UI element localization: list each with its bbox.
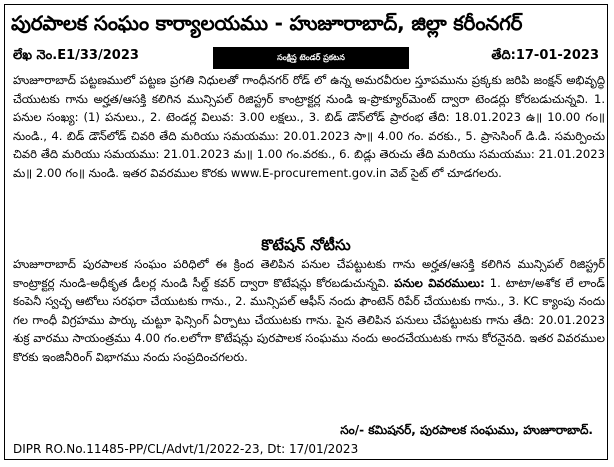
letter-number: లేఖ నెం.E1/33/2023 bbox=[13, 48, 139, 63]
notice-date: తేది:17-01-2023 bbox=[491, 48, 599, 63]
commissioner-signature: సం/- కమిషనర్, పురపాలక సంఘము, హుజూరాబాద్. bbox=[340, 423, 593, 437]
quotation-paragraph bbox=[13, 255, 605, 367]
quotation-heading: కొటేషన్ నోటీసు bbox=[261, 236, 351, 254]
reference-row bbox=[5, 47, 607, 69]
tender-banner: సంక్షిప్త టెండర్ ప్రకటన bbox=[213, 47, 409, 69]
dipr-reference: DIPR RO.No.11485-PP/CL/Advt/1/2022-23, Dt: 17/01/2023 bbox=[13, 442, 359, 456]
works-details-text: 1. టాటా/అశోక లే లాండ్ కంపెనీ స్వచ్ఛ ఆటోలు సరఫరా చేయుటకు గాను., 2. మున్సిపల్ ఆఫీస్ నందు ఫౌంటెన్ రిపేర్ చేయుటకు గాను., 3. KC క్యాంపు నందు గల గాంధీ విగ్రహము పార్కు చుట్టూ ఫెన్సింగ్ ఏర్పాటు చేయుటకు గాను. పైన తెలిపిన పనులు చేపట్టుటకు గాను తేది: 20.01.2023 శుక్ర వారము సాయంత్రము 4.00 గం.లలోగా కొటేషన్లు పురపాలక సంఘము నందు అందచేయుటకు గాను కోరనైనది. ఇతర వివరముల కొరకు ఇంజినీరింగ్ విభాగము నందు సంప్రదించగలరు. bbox=[13, 275, 605, 364]
quotation-intro: హుజూరాబాద్ పురపాలక సంఘం పరిధిలో ఈ క్రింద తెలిపిన పనుల చేపట్టుటకు గాను అర్హత/ఆసక్తి కలిగిన మున్సిపల్ రిజిస్ట్రర్ కాంట్రాక్టర్ల నుండి-అధీకృత డీలర్ల నుండి సీల్డ్ కవర్ ద్వారా కొటేషన్లు కోరబడుచున్నవి. bbox=[13, 257, 605, 290]
office-title: పురపాలక సంఘం కార్యాలయము - హుజూరాబాద్, జిల్లా కరీంనగర్ bbox=[11, 11, 523, 35]
notice-frame bbox=[4, 4, 608, 460]
works-details-label: పనుల వివరములు: bbox=[394, 275, 485, 290]
tender-paragraph: హుజూరాబాద్ పట్టణములో పట్టణ ప్రగతి నిధులతో గాంధీనగర్ రోడ్ లో ఉన్న అమరవీరుల స్తూపమును ప్రక్కకు జరిపి జంక్షన్ అభివృద్ధి చేయుటకు గాను అర్హత/ఆసక్తి కలిగిన మున్సిపల్ రిజిస్ట్రర్ కాంట్రాక్టర్ల నుండి ఇ-ప్రొక్యూర్‌మెంట్ ద్వారా టెండర్లు కోరబడుచున్నవి. 1. పనుల సంఖ్య: (1) పనులు., 2. టెండర్ల విలువ: 3.00 లక్షలు., 3. బిడ్ డౌన్‌లోడ్ ప్రారంభ తేది: 18.01.2023 ఉ॥ 10.00 గం॥ నుండి., 4. బిడ్ డౌన్‌లోడ్ చివరి తేది మరియు సమయము: 20.01.2023 సా॥ 4.00 గం. వరకు., 5. ప్రాసెసింగ్ డి.డి. సమర్పించు చివరి తేది మరియు సమయము: 21.01.2023 మ॥ 1.00 గం.వరకు., 6. బిడ్లు తెరుచు తేది మరియు సమయము: 21.01.2023 మ॥ 2.00 గం॥ నుండి. ఇతర వివరముల కొరకు www.E-procurement.gov.in వెబ్ సైట్ లో చూడగలరు. bbox=[13, 73, 605, 180]
